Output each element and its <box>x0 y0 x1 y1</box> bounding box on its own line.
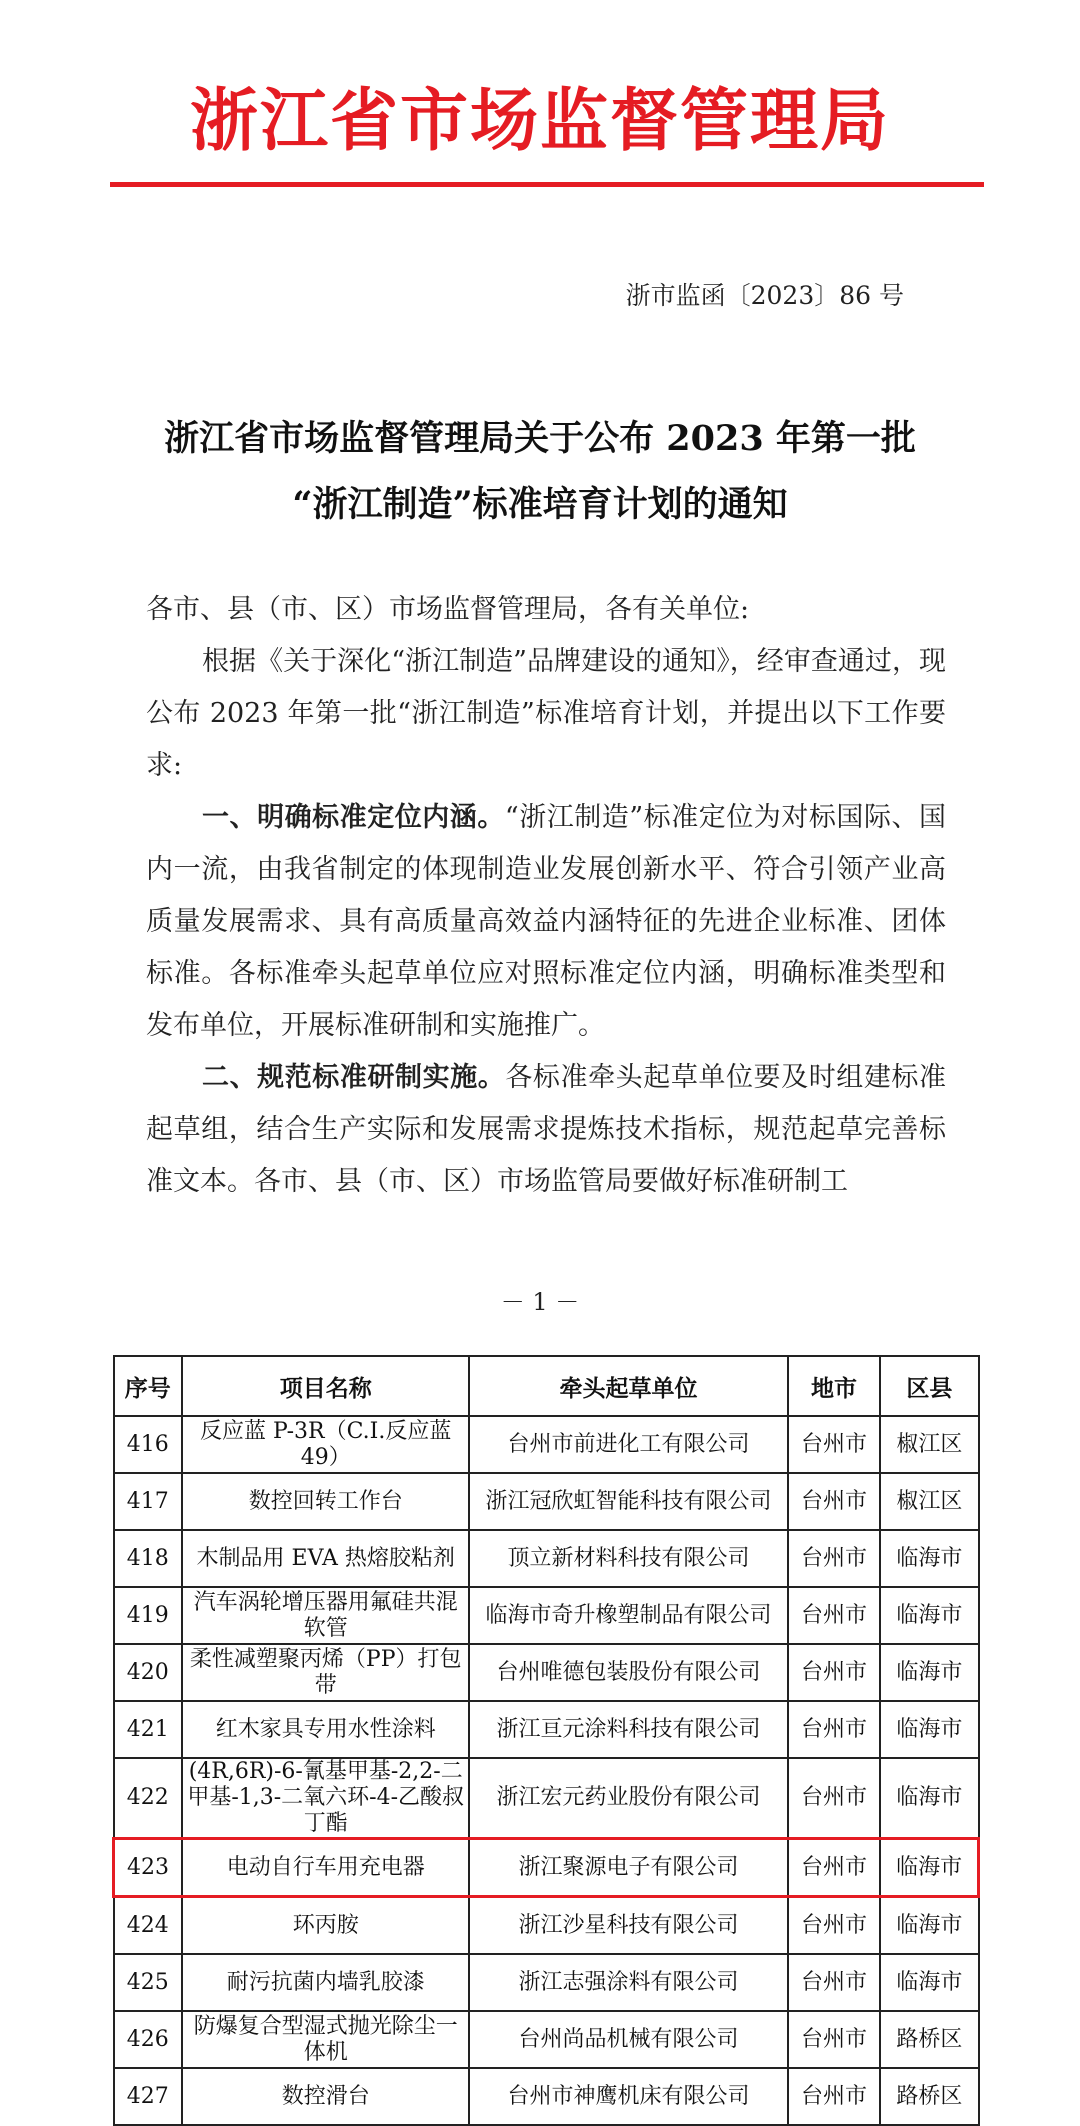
table-row <box>114 1644 979 1701</box>
row-no: 416 <box>114 1416 183 1473</box>
row-lead-unit: 临海市奇升橡塑制品有限公司 <box>469 1587 787 1644</box>
row-project-name: 电动自行车用充电器 <box>182 1839 469 1897</box>
row-project-name: (4R,6R)-6-氰基甲基-2,2-二甲基-1,3-二氧六环-4-乙酸叔丁酯 <box>182 1758 469 1839</box>
document-number: 浙市监函〔2023〕86 号 <box>625 281 904 310</box>
row-district: 临海市 <box>880 1701 978 1758</box>
row-city: 台州市 <box>788 1839 881 1897</box>
section-2-text: 各标准牵头起草单位要及时组建标准起草组，结合生产实际和发展需求提炼技术指标，规范起草完善标准文本。各市、县（市、区）市场监管局要做好标准研制工 <box>146 1062 947 1197</box>
page-number: － 1 － <box>500 1288 580 1316</box>
row-district: 路桥区 <box>880 2011 978 2068</box>
table-row <box>114 2068 979 2125</box>
row-city: 台州市 <box>788 1758 881 1839</box>
row-no: 426 <box>114 2011 183 2068</box>
table-row <box>114 2011 979 2068</box>
row-district: 临海市 <box>880 1587 978 1644</box>
row-lead-unit: 台州尚品机械有限公司 <box>469 2011 787 2068</box>
row-city: 台州市 <box>788 1954 881 2011</box>
row-project-name: 汽车涡轮增压器用氟硅共混软管 <box>182 1587 469 1644</box>
row-lead-unit: 浙江志强涂料有限公司 <box>469 1954 787 2011</box>
row-lead-unit: 顶立新材料科技有限公司 <box>469 1530 787 1587</box>
row-project-name: 红木家具专用水性涂料 <box>182 1701 469 1758</box>
row-city: 台州市 <box>788 2068 881 2125</box>
row-project-name: 数控滑台 <box>182 2068 469 2125</box>
table-row <box>114 1897 979 1955</box>
table-row <box>114 1587 979 1644</box>
row-no: 417 <box>114 1473 183 1530</box>
salutation: 各市、县（市、区）市场监督管理局，各有关单位: <box>146 594 750 625</box>
section-2-paragraph <box>146 1052 946 1208</box>
table-row <box>114 1701 979 1758</box>
table-row <box>114 1758 979 1839</box>
row-lead-unit: 浙江宏元药业股份有限公司 <box>469 1758 787 1839</box>
row-no: 418 <box>114 1530 183 1587</box>
notice-title-line-1: 浙江省市场监督管理局关于公布 2023 年第一批 <box>164 418 916 459</box>
table-header-row <box>114 1356 979 1416</box>
row-district: 临海市 <box>880 1758 978 1839</box>
row-project-name: 反应蓝 P-3R（C.I.反应蓝 49） <box>182 1416 469 1473</box>
row-lead-unit: 台州市神鹰机床有限公司 <box>469 2068 787 2125</box>
row-lead-unit: 台州市前进化工有限公司 <box>469 1416 787 1473</box>
row-city: 台州市 <box>788 1473 881 1530</box>
row-no: 423 <box>114 1839 183 1897</box>
row-lead-unit: 浙江亘元涂料科技有限公司 <box>469 1701 787 1758</box>
project-table <box>112 1355 980 2126</box>
row-no: 427 <box>114 2068 183 2125</box>
header-lead-unit: 牵头起草单位 <box>469 1356 787 1416</box>
notice-title <box>0 406 1080 538</box>
row-project-name: 木制品用 EVA 热熔胶粘剂 <box>182 1530 469 1587</box>
row-no: 425 <box>114 1954 183 2011</box>
section-1-text: “浙江制造”标准定位为对标国际、国内一流，由我省制定的体现制造业发展创新水平、符合引领产业高质量发展需求、具有高质量高效益内涵特征的先进企业标准、团体标准。各标准牵头起草单位应对照标准定位内涵，明确标准类型和发布单位，开展标准研制和实施推广。 <box>146 802 947 1041</box>
table-row <box>114 1416 979 1473</box>
row-district: 路桥区 <box>880 2068 978 2125</box>
row-no: 420 <box>114 1644 183 1701</box>
row-project-name: 柔性减塑聚丙烯（PP）打包带 <box>182 1644 469 1701</box>
section-2-heading: 二、规范标准研制实施。 <box>202 1062 506 1093</box>
header-city: 地市 <box>788 1356 881 1416</box>
row-district: 椒江区 <box>880 1473 978 1530</box>
row-district: 临海市 <box>880 1897 978 1955</box>
masthead-red-rule <box>110 182 984 187</box>
section-1-heading: 一、明确标准定位内涵。 <box>202 802 505 833</box>
masthead-title: 浙江省市场监督管理局 <box>189 82 890 161</box>
header-no: 序号 <box>114 1356 183 1416</box>
row-district: 临海市 <box>880 1644 978 1701</box>
row-project-name: 防爆复合型湿式抛光除尘一体机 <box>182 2011 469 2068</box>
row-lead-unit: 浙江冠欣虹智能科技有限公司 <box>469 1473 787 1530</box>
row-city: 台州市 <box>788 2011 881 2068</box>
row-project-name: 数控回转工作台 <box>182 1473 469 1530</box>
row-district: 临海市 <box>880 1530 978 1587</box>
table-row <box>114 1954 979 2011</box>
table-row <box>114 1473 979 1530</box>
row-no: 424 <box>114 1897 183 1955</box>
table-row <box>114 1839 979 1897</box>
table-row <box>114 1530 979 1587</box>
row-lead-unit: 浙江沙星科技有限公司 <box>469 1897 787 1955</box>
row-no: 422 <box>114 1758 183 1839</box>
row-district: 临海市 <box>880 1954 978 2011</box>
row-lead-unit: 台州唯德包装股份有限公司 <box>469 1644 787 1701</box>
row-no: 421 <box>114 1701 183 1758</box>
row-no: 419 <box>114 1587 183 1644</box>
row-city: 台州市 <box>788 1644 881 1701</box>
row-district: 临海市 <box>880 1839 978 1897</box>
notice-body <box>146 584 946 1208</box>
notice-title-line-2: “浙江制造”标准培育计划的通知 <box>292 484 788 525</box>
row-project-name: 耐污抗菌内墙乳胶漆 <box>182 1954 469 2011</box>
row-city: 台州市 <box>788 1530 881 1587</box>
row-district: 椒江区 <box>880 1416 978 1473</box>
header-project-name: 项目名称 <box>182 1356 469 1416</box>
section-1-paragraph <box>146 792 946 1052</box>
row-city: 台州市 <box>788 1701 881 1758</box>
intro-paragraph: 根据《关于深化“浙江制造”品牌建设的通知》，经审查通过，现公布 2023 年第一批“浙江制造”标准培育计划，并提出以下工作要求: <box>146 646 946 781</box>
row-project-name: 环丙胺 <box>182 1897 469 1955</box>
row-city: 台州市 <box>788 1587 881 1644</box>
row-city: 台州市 <box>788 1416 881 1473</box>
row-lead-unit: 浙江聚源电子有限公司 <box>469 1839 787 1897</box>
header-district: 区县 <box>880 1356 978 1416</box>
row-city: 台州市 <box>788 1897 881 1955</box>
